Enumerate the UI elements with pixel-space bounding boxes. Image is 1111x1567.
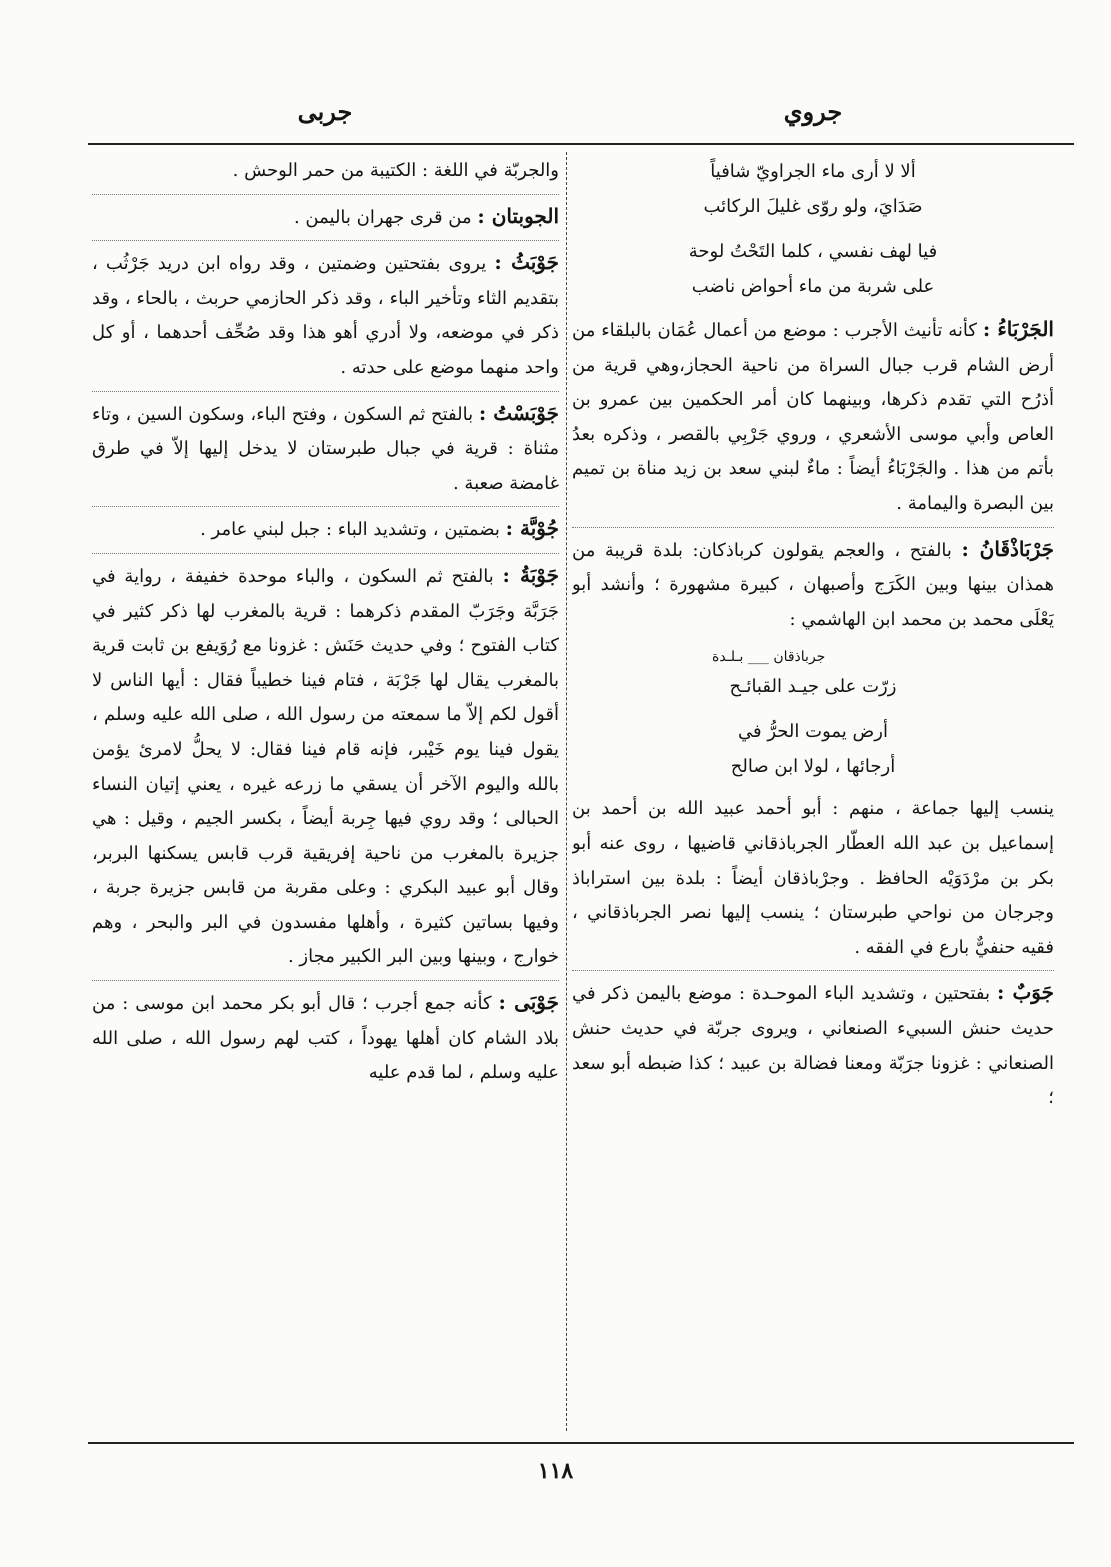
headword: الجَرْبَاءُ : [982, 317, 1054, 341]
verse-margin-note: جرباذقان ___ بـلـدة [712, 649, 826, 666]
headword: جَرْبَاذْقَانُ : [961, 536, 1054, 561]
left-column [92, 154, 559, 1438]
entry-text: بالفتح ، والعجم يقولون كرباذكان: بلدة قريبة من همذان بينها وبين الكَرَج وأصبهان ، كبيرة مشهورة ؛ وأنشد أبو يَعْلَى محمد بن محمد ابن الهاشمي : [572, 539, 1054, 630]
headword: جَوْبَسْتُ : [478, 400, 559, 425]
entry-text: بضمتين ، وتشديد الباء : جبل لبني عامر . [200, 519, 500, 541]
header-rule [88, 143, 1074, 145]
intro-line: والجربّة في اللغة : الكتيبة من حمر الوحش . [232, 160, 559, 181]
entry-text: كأنه جمع أجرب ؛ قال أبو بكر محمد ابن موسى : من بلاد الشام كان أهلها يهوداً ، كتب لهم رسول الله ، صلى الله عليه وسلم ، لما قدم عليه [92, 993, 559, 1084]
verse-block-2 [572, 645, 1054, 784]
entry-jarba2 [92, 553, 559, 975]
headword: جَوَبٌ : [996, 980, 1054, 1005]
entry-jarbast [92, 391, 559, 502]
entry-continuation: ينسب إليها جماعة ، منهم : أبو أحمد عبيد الله بن أحمد بن إسماعيل بن عبد الله العطّار الجرباذقاني قاضيها ، روى عنه أبو بكر بن مرْدَوَيْه الحافظ . وجرْباذقان أيضاً : بلدة بين استراباذ وجرجان من نواحي طبرستان ؛ ينسب إليها نصر الجرباذقاني ، فقيه حنفيٌّ بارع في الفقه . [572, 798, 1054, 958]
verse-block [572, 154, 1054, 304]
headword: جَوْبَى : [498, 990, 559, 1015]
entry-jarbatan [92, 194, 559, 236]
verse-line: ألا لا أرى ماء الجراويّ شافياً [710, 161, 916, 182]
running-head-right: جروي [783, 97, 843, 126]
column-divider [566, 152, 567, 1431]
verse-line: صَدَايَ، ولو روّى غليلَ الركائب [703, 196, 923, 217]
entry-jarbadhqan [572, 527, 1054, 638]
entry-text: كأنه تأنيث الأجرب : موضع من أعمال عُمَان بالبلقاء من أرض الشام قرب جبال السراة من ناحية الحجاز،وهي قرية من أذرُح التي تقدم ذكرها، وبينهما كان أمر الحكمين بين عمرو بن العاص وأبي موسى الأشعري ، وروي جَرْبِي بالقصر ، وذكره بعدُ بأتم من هذا . والجَرْبَاءُ أيضاً : ماءٌ لبني سعد بن زيد مناة بن تميم بين البصرة واليمامة . [572, 320, 1054, 514]
entry-aljarba [572, 312, 1054, 522]
headword: جُوْبَّة : [505, 516, 559, 541]
entry-text: بالفتح ثم السكون ، وفتح الباء، وسكون السين ، وتاء مثناة : قرية في جبال طبرستان لا يدخل إليها إلاّ في طرق غامضة صعبة . [92, 403, 559, 494]
headword: الجوبتان : [477, 203, 559, 228]
entry-jarba3 [92, 980, 559, 1091]
entry-jarbath [92, 240, 559, 385]
entry-text: بالفتح ثم السكون ، والباء موحدة خفيفة ، رواية في جَرَبَّة وجَرَبّ المقدم ذكرهما : قرية بالمغرب لها ذكر كثير في كتاب الفتوح ؛ وفي حديث حَنَش : غزونا مع رُوَيفع بن ثابت قرية بالمغرب يقال لها جَرْبَة ، فتام فينا خطيباً فقال : أيها الناس لا أقول لكم إلاّ ما سمعته من رسول الله ، صلى الله عليه وسلم ، يقول فينا يوم خَيْبر، فإنه قام فينا فقال: لا يحلُّ لامرئ يؤمن بالله واليوم الآخر أن يسقي ما زرعه غيره ، يعني إتيان النساء الحبالى ؛ وقد روي فيها جِربة أيضاً ، بكسر الجيم ، وقيل : هي جزيرة بالمغرب من ناحية إفريقية قرب قابس يسكنها البربر، وقال أبو عبيد البكري : وعلى مقربة من قابس جزيرة جربة ، وفيها بساتين كثيرة ، وأهلها مفسدون في البر والبحر ، وهم خوارج ، وبينها وبين البر الكبير مجاز . [92, 565, 559, 968]
entry-text: بفتحتين ، وتشديد الباء الموحـدة : موضع باليمن ذكر في حديث حنش السبيء الصنعاني ، ويروى جربّة في حديث حنش الصنعاني : غزونا جرَبّة ومعنا فضالة بن عبيد ؛ كذا ضبطه أبو سعد ؛ [572, 983, 1054, 1109]
footer-rule [88, 1442, 1074, 1444]
headword: جَوْبَثُ : [494, 250, 559, 275]
entry-jarab [572, 970, 1054, 1115]
entry-jubba [92, 506, 559, 548]
running-head-left: جربى [297, 97, 353, 126]
page-number: ١١٨ [537, 1458, 574, 1484]
headword: جَوْبَةُ : [502, 562, 559, 587]
entry-text: يروى بفتحتين وضمتين ، وقد رواه ابن دريد جَرْثُب ، بتقديم الثاء وتأخير الباء ، وقد ذكر الحازمي حربث ، بالحاء ، وقد ذكر في موضعه، ولا أدري أهو هذا وقد صُحِّف أحدهما ، أو كل واحد منهما موضع على حدته . [92, 253, 559, 378]
entry-text: من قرى جهران باليمن . [293, 206, 472, 228]
verse-line: أرض يموت الحرُّ في [738, 721, 888, 743]
right-column [572, 154, 1054, 1438]
verse-line: زرّت على جيـد القبائـح [729, 676, 897, 698]
verse-line: أرجائها ، لولا ابن صالح [730, 756, 896, 778]
verse-line: فيا لهف نفسي ، كلما التَحْتُ لوحة [688, 241, 938, 262]
verse-line: على شربة من ماء أحواض ناضب [691, 276, 935, 297]
